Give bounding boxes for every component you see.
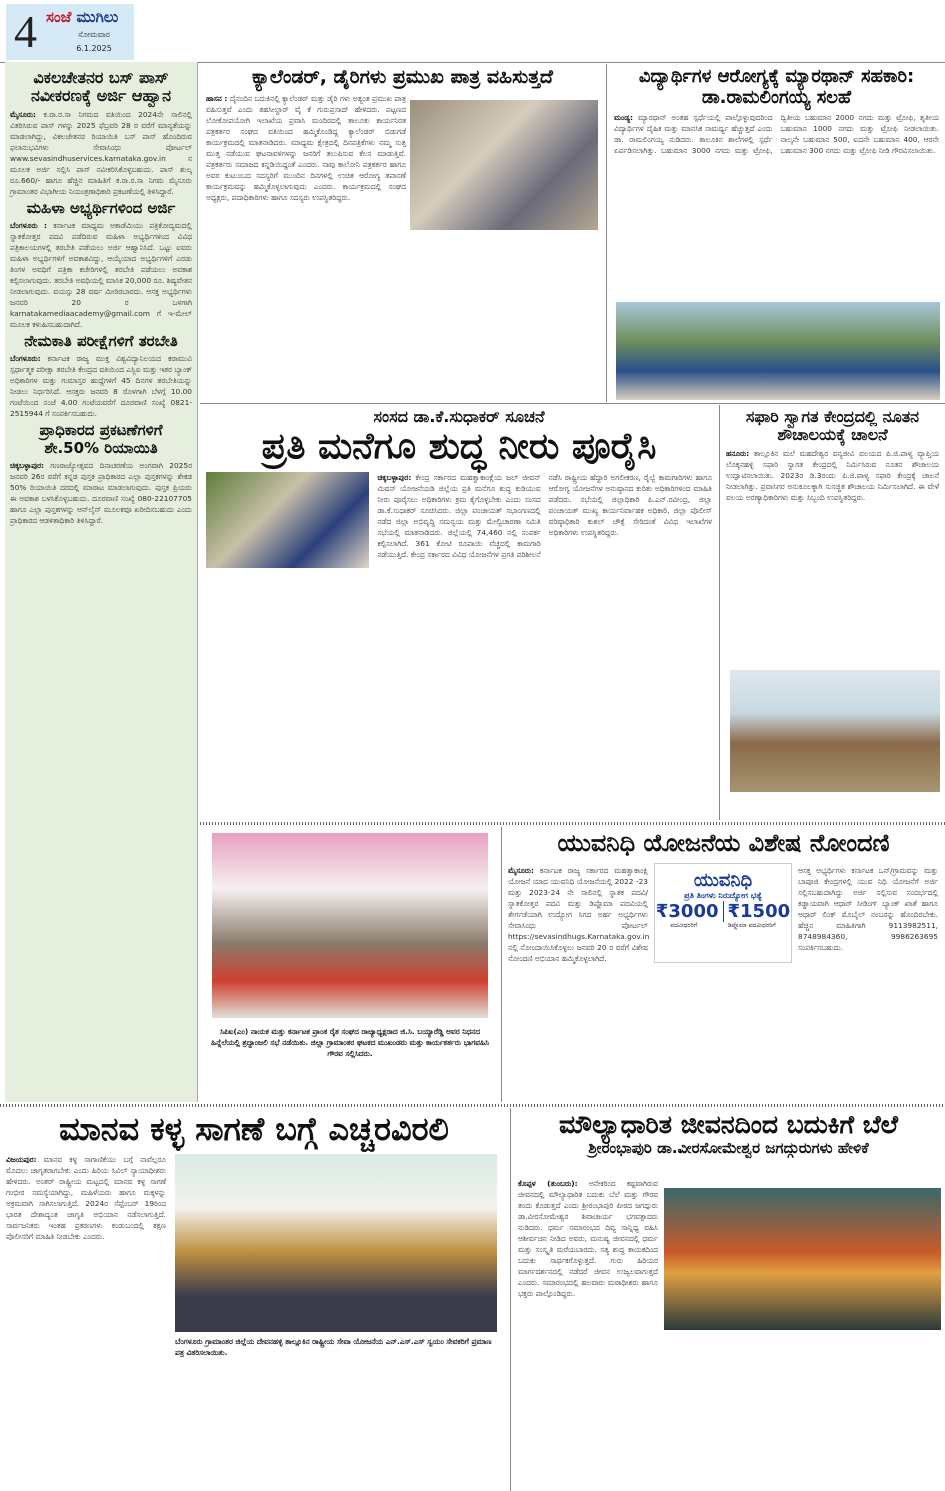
article-calendar: ಕ್ಯಾಲೆಂಡರ್, ಡೈರಿಗಳು ಪ್ರಮುಖ ಪಾತ್ರ ವಹಿಸುತ್ತದೆ ಹಾಸನ : ದೈನಂದಿನ ಬದುಕಿನಲ್ಲಿ ಕ್ಯಾಲೆಂಡರ್ ಮತ್ತು ಡೈರಿ ಗಳು ಅತ್ಯಂತ ಪ್ರಮುಖ ಪಾತ್ರ ವಹಿಸುತ್ತವೆ ಎಂದು ತಹಸೀಲ್ದಾರ್ ವೈ ಕೆ ಗುರುಪ್ರಸಾದ್ ಹೇಳಿದರು. ಪಟ್ಟಣದ ಲೋಕೋಪಯೋಗಿ ಇಲಾಖೆಯ ಪ್ರವಾಸಿ ಮಂದಿರದಲ್ಲಿ ತಾಲೂಕು ಕಾರ್ಯನಿರತ ಪತ್ರಕರ್ತರ ಸಂಘದ ವತಿಯಿಂದ ಹಮ್ಮಿಕೊಂಡಿದ್ದ ಕ್ಯಾಲೆಂಡರ್ ಬಿಡುಗಡೆ ಕಾರ್ಯಕ್ರಮದಲ್ಲಿ ಮಾತನಾಡಿದರು. ಮಾಧ್ಯಮ ಕ್ಷೇತ್ರದಲ್ಲಿ ದಿನಪತ್ರಿಕೆಗಳು ನಮ್ಮ ಸುತ್ತ ಮುತ್ತ ನಡೆಯುವ ಘಟನಾವಳಿಗಳನ್ನು ಜನರಿಗೆ ತಲುಪಿಸುವ ಕೆಲಸ ಮಾಡುತ್ತಿವೆ. ಪತ್ರಕರ್ತರು ಸಮಾಜದ ಕನ್ನಡಿಯಿದ್ದಂತೆ ಎಂದರು. ನಾವು ಕಾಲೋನಿ ಪತ್ರಕರ್ತರ ಹಾಗೂ ಅವರ ಕುಟುಂಬದ ಸದಸ್ಯರಿಗೆ ಮುಂದಿನ ದಿನಗಳಲ್ಲಿ ಉಚಿತ ಆರೋಗ್ಯ ತಪಾಸಣೆ ಕಾರ್ಯಕ್ರಮವನ್ನು ಹಮ್ಮಿಕೊಳ್ಳಲಾಗುವುದು ಎಂದರು. ಕಾರ್ಯಕ್ರಮದಲ್ಲಿ ಸಂಘದ ಅಧ್ಯಕ್ಷರು, ಪದಾಧಿಕಾರಿಗಳು ಹಾಗೂ ಸದಸ್ಯರು ಉಪಸ್ಥಿತರಿದ್ದರು. [200, 64, 605, 402]
photo-tribute-meeting [212, 833, 488, 1018]
photo-marathon-winners [616, 302, 940, 400]
article-bus-pass: ವಿಕಲಚೇತನರ ಬಸ್ ಪಾಸ್ ನವೀಕರಣಕ್ಕೆ ಅರ್ಜಿ ಆಹ್ವಾನ ಮೈಸೂರು: ಕ.ರಾ.ರ.ಸಾ ನಿಗಮದ ವತಿಯಿಂದ 2024ನೇ ಸಾಲಿನಲ್ಲಿ ವಿತರಿಸಿರುವ ಪಾಸ್ ಗಳನ್ನು 2025 ಫೆಬ್ರವರಿ 28 ರ ವರೆಗೆ ಮಾನ್ಯತೆಯನ್ನು ಮಾಡಲಾಗಿದ್ದು, ವಿಕಲಚೇತನರ ರಿಯಾಯಿತಿ ಬಸ್ ಪಾಸ್ ಹೊಂದಿರುವ ಫಲಾನುಭವಿಗಳು ಸೇವಾಸಿಂಧು ಪೋರ್ಟಲ್ www.sevasindhuservices.karnataka.gov.in ನ ಮೂಲಕ ಅರ್ಜಿ ಸಲ್ಲಿಸಿ ಪಾಸ್ ನವೀಕರಿಸಿಕೊಳ್ಳಬಹುದು. ಪಾಸ್ ಶುಲ್ಕ ರೂ.660/- ಹಾಗೂ ಹೆಚ್ಚಿನ ಮಾಹಿತಿಗೆ ಕ.ರಾ.ರ.ಸಾ ನಿಗಮ ಮೈಸೂರು ಗ್ರಾಮಾಂತರ ವಿಭಾಗೀಯ ನಿಯಂತ್ರಣಾಧಿಕಾರಿ ಪ್ರಕಟಣೆಯಲ್ಲಿ ತಿಳಿಸಿದ್ದಾರೆ. [10, 68, 192, 196]
date: 6.1.2025 [76, 44, 112, 53]
left-column [5, 62, 198, 1102]
photo-mp-meeting [206, 472, 369, 568]
article-safari-toilet: ಸಫಾರಿ ಸ್ವಾಗತ ಕೇಂದ್ರದಲ್ಲಿ ನೂತನ ಶೌಚಾಲಯಕ್ಕೆ ಚಾಲನೆ ಹನೂರು: ತಾಲ್ಲೂಕಿನ ಮಲೆ ಮಹದೇಶ್ವರ ವನ್ಯಜೀವಿ ವಲಯದ ಪಿ.ಜಿ.ಪಾಳ್ಯ ವ್ಯಾಪ್ತಿಯ ಲೊಕ್ಕನಹಳ್ಳಿ ಸಫಾರಿ ಸ್ವಾಗತ ಕೇಂದ್ರದಲ್ಲಿ ನಿರ್ಮಿಸಿರುವ ನೂತನ ಶೌಚಾಲಯ ಉದ್ಘಾಟಿಸಲಾಯಿತು. 2023ರ ಡಿ.3ರಂದು ಪಿ.ಜಿ.ಪಾಳ್ಯ ಸಫಾರಿ ಕೇಂದ್ರಕ್ಕೆ ಚಾಲನೆ ನೀಡಲಾಗಿತ್ತು. ಪ್ರವಾಸಿಗರ ಅನುಕೂಲಕ್ಕಾಗಿ ಸುಸಜ್ಜಿತ ಶೌಚಾಲಯ ನಿರ್ಮಿಸಲಾಗಿದೆ. ಈ ವೇಳೆ ವಲಯ ಅರಣ್ಯಾಧಿಕಾರಿಗಳು ಮತ್ತು ಸಿಬ್ಬಂದಿ ಉಪಸ್ಥಿತರಿದ್ದರು. [720, 405, 945, 820]
photo-toilet-building [730, 670, 940, 792]
newspaper-logo: ಸಂಜೆ ಮುಗಿಲು [46, 8, 119, 26]
photo-nss-felicitation [175, 1154, 497, 1332]
article-value-based-life: ಮೌಲ್ಯಾಧಾರಿತ ಜೀವನದಿಂದ ಬದುಕಿಗೆ ಬೆಲೆ ಶ್ರೀರಂಭಾಪುರಿ ಡಾ.ವೀರಸೋಮೇಶ್ವರ ಜಗದ್ಗುರುಗಳು ಹೇಳಿಕೆ ಕೊಪ್ಪಳ (ತುಂಬರು): ಅನೇಕರಿಂದ ಕಷ್ಟವಾಗಿರುವ ಜೀವನದಲ್ಲಿ ಮೌಲ್ಯಾಧಾರಿತ ಬದುಕು ಬೆಲೆ ಮತ್ತು ಗೌರವ ತಂದು ಕೊಡುತ್ತದೆ ಎಂದು ಶ್ರೀರಂಭಾಪುರಿ ಪೀಠದ ಜಗದ್ಗುರು ಡಾ.ವೀರಸೋಮೇಶ್ವರ ಶಿವಾಚಾರ್ಯ ಭಗವತ್ಪಾದರು ನುಡಿದರು. ಧರ್ಮ ಸಮಾರಂಭದ ದಿವ್ಯ ಸಾನ್ನಿಧ್ಯ ವಹಿಸಿ ಆಶೀರ್ವಚನ ನೀಡಿದ ಅವರು, ಮನುಷ್ಯ ಜೀವನದಲ್ಲಿ ಧರ್ಮ ಮತ್ತು ಸಂಸ್ಕೃತಿ ಮರೆಯಬಾರದು. ಸತ್ಯ ಶುದ್ಧ ಕಾಯಕದಿಂದ ಬದುಕು ಸಾರ್ಥಕಗೊಳ್ಳುತ್ತದೆ. ಗುರು ಹಿರಿಯರ ಮಾರ್ಗದರ್ಶನದಲ್ಲಿ ನಡೆದರೆ ಜೀವನ ಉಜ್ವಲವಾಗುತ್ತದೆ ಎಂದರು. ಸಮಾರಂಭದಲ್ಲಿ ಹಲವಾರು ಮಠಾಧೀಶರು ಹಾಗೂ ಭಕ್ತರು ಪಾಲ್ಗೊಂಡಿದ್ದರು. [512, 1108, 945, 1491]
photo-calendar-release [410, 100, 598, 230]
day: ಸೋಮವಾರ [78, 30, 110, 39]
photo-swamiji-ceremony [664, 1188, 941, 1330]
article-yuvanidhi: ಯುವನಿಧಿ ಯೋಜನೆಯ ವಿಶೇಷ ನೋಂದಣಿ ಮೈಸೂರು: ಕರ್ನಾಟಕ ರಾಜ್ಯ ಸರ್ಕಾರದ ಮಹತ್ವಾಕಾಂಕ್ಷಿ ಯೋಜನೆ ಯಾದ ಯುವನಿಧಿ ಯೋಜನೆಯಲ್ಲಿ 2022 -23 ಮತ್ತು 2023-24 ನೇ ಸಾಲಿನಲ್ಲಿ ಸ್ನಾತಕ ಪದವಿ/ಸ್ನಾತಕೋತ್ತರ ಪದವಿ ಮತ್ತು ಡಿಪ್ಲೊಮಾ ಪದವಿಯಲ್ಲಿ ತೇರ್ಗಡೆಯಾಗಿ ಉದ್ಯೋಗ ಸಿಗದ ಅರ್ಹ ಅಭ್ಯರ್ಥಿಗಳು ಸೇವಾಸಿಂಧು ಪೋರ್ಟಲ್ https://sevasindhugs.Karnataka.gov.in ನಲ್ಲಿ ನೋಂದಾಯಿಸಿಕೊಳ್ಳಲು ಜನವರಿ 20 ರ ವರೆಗೆ ವಿಶೇಷ ನೋಂದಣಿ ಅಭಿಯಾನ ಹಮ್ಮಿಕೊಳ್ಳಲಾಗಿದೆ. ಯುವನಿಧಿ ಪ್ರತಿ ತಿಂಗಳು ನಿರುದ್ಯೋಗ ಭತ್ಯೆ ₹3000 ₹1500 ಪದವೀಧರರಿಗೆ ಡಿಪ್ಲೊಮಾ ಪದವೀಧರರಿಗೆ ಆಸಕ್ತ ಅಭ್ಯರ್ಥಿಗಳು ಕರ್ನಾಟಕ ಒನ್/ಗ್ರಾಮವನ್ನು ಮತ್ತು ಬಾಪೂಜಿ ಕೇಂದ್ರಗಳಲ್ಲಿ ಯುವ ನಿಧಿ ಯೋಜನೆಗೆ ಅರ್ಜಿ ಸಲ್ಲಿಸಬಹುದಾಗಿದ್ದು ಅರ್ಜಿ ಸಲ್ಲಿಸುವ ಸಂದರ್ಭದಲ್ಲಿ ಕಡ್ಡಾಯವಾಗಿ ಆಧಾರ್ ಸೀಡಿಂಗ್ ಬ್ಯಾಂಕ್ ಖಾತೆ ಹಾಗೂ ಆಧಾರ್ ಲಿಂಕ್ ಮೊಬೈಲ್ ನಂಬರನ್ನು ಹೊಂದಿರಬೇಕು. ಹೆಚ್ಚಿನ ಮಾಹಿತಿಗಾಗಿ 9113982511, 8748984360, 9986263695 ಸಂಪರ್ಕಿಸಬಹುದು. [508, 829, 938, 963]
article-water-supply: ಸಂಸದ ಡಾ.ಕೆ.ಸುಧಾಕರ್ ಸೂಚನೆ ಪ್ರತಿ ಮನೆಗೂ ಶುದ್ಧ ನೀರು ಪೂರೈಸಿ ಚಿಕ್ಕಬಳ್ಳಾಪುರ: ಕೇಂದ್ರ ಸರ್ಕಾರದ ಮಹತ್ವಾಕಾಂಕ್ಷೆಯ ಜಲ್ ಜೀವನ್ ಮಿಷನ್ ಯೋಜನೆಯಡಿ ಜಿಲ್ಲೆಯ ಪ್ರತಿ ಮನೆಗೂ ಶುದ್ಧ ಕುಡಿಯುವ ನೀರು ಪೂರೈಸಲು ಅಧಿಕಾರಿಗಳು ಕ್ರಮ ಕೈಗೊಳ್ಳಬೇಕು ಎಂದು ಸಂಸದ ಡಾ.ಕೆ.ಸುಧಾಕರ್ ಸೂಚಿಸಿದರು. ಜಿಲ್ಲಾ ಪಂಚಾಯತ್ ಸಭಾಂಗಣದಲ್ಲಿ ನಡೆದ ಜಿಲ್ಲಾ ಅಭಿವೃದ್ಧಿ ಸಮನ್ವಯ ಮತ್ತು ಮೇಲ್ವಿಚಾರಣಾ ಸಮಿತಿ ಸಭೆಯಲ್ಲಿ ಮಾತನಾಡಿದರು. ಜಿಲ್ಲೆಯಲ್ಲಿ 74,460 ನಲ್ಲಿ ಸಂಪರ್ಕ ಕಲ್ಪಿಸಲಾಗಿದೆ. 361 ಕೋಟಿ ರೂಪಾಯಿ ವೆಚ್ಚದಲ್ಲಿ ಕಾಮಗಾರಿ ನಡೆಯುತ್ತಿದೆ. ಕೇಂದ್ರ ಸರ್ಕಾರದ ವಿವಿಧ ಯೋಜನೆಗಳ ಪ್ರಗತಿ ಪರಿಶೀಲನೆ ನಡೆಸಿ ರಾಷ್ಟ್ರೀಯ ಹೆದ್ದಾರಿ ಅಗಲೀಕರಣ, ರೈಲ್ವೆ ಕಾಮಗಾರಿಗಳು ಹಾಗೂ ಆರೋಗ್ಯ ಯೋಜನೆಗಳ ಅನುಷ್ಠಾನದ ಕುರಿತು ಅಧಿಕಾರಿಗಳಿಂದ ಮಾಹಿತಿ ಪಡೆದರು. ಸಭೆಯಲ್ಲಿ ಜಿಲ್ಲಾಧಿಕಾರಿ ಪಿ.ಎನ್.ರವೀಂದ್ರ, ಜಿಲ್ಲಾ ಪಂಚಾಯತ್ ಮುಖ್ಯ ಕಾರ್ಯನಿರ್ವಾಹಕ ಅಧಿಕಾರಿ, ಜಿಲ್ಲಾ ಪೊಲೀಸ್ ವರಿಷ್ಠಾಧಿಕಾರಿ ಕುಶಲ್ ಚೌಕ್ಸೆ ಸೇರಿದಂತೆ ವಿವಿಧ ಇಲಾಖೆಗಳ ಅಧಿಕಾರಿಗಳು ಉಪಸ್ಥಿತರಿದ್ದರು. [200, 405, 718, 820]
amount-diploma: ₹1500 [727, 901, 791, 922]
yuvanidhi-ad: ಯುವನಿಧಿ ಪ್ರತಿ ತಿಂಗಳು ನಿರುದ್ಯೋಗ ಭತ್ಯೆ ₹3000 ₹1500 ಪದವೀಧರರಿಗೆ ಡಿಪ್ಲೊಮಾ ಪದವೀಧರರಿಗೆ [654, 863, 792, 963]
masthead [6, 4, 134, 60]
article-book-discount: ಪ್ರಾಧಿಕಾರದ ಪ್ರಕಟಣೆಗಳಿಗೆ ಶೇ.50% ರಿಯಾಯಿತಿ ಚಿಕ್ಕಬಳ್ಳಾಪುರ: ಗಣರಾಜ್ಯೋತ್ಸವದ ದಿನಾಚರಣೆಯ ಅಂಗವಾಗಿ 2025ರ ಜನವರಿ 26ರ ವರೆಗೆ ಕನ್ನಡ ಪುಸ್ತಕ ಪ್ರಾಧಿಕಾರದ ಎಲ್ಲಾ ಪುಸ್ತಕಗಳನ್ನು ಶೇಕಡ 50% ರಿಯಾಯಿತಿ ದರದಲ್ಲಿ ಮಾರಾಟ ಮಾಡಲಾಗುವುದು. ಪುಸ್ತಕ ಪ್ರಿಯರು ಈ ಅವಕಾಶ ಬಳಸಿಕೊಳ್ಳಬಹುದು. ದೂರವಾಣಿ ಸಂಖ್ಯೆ 080-22107705 ಹಾಗೂ ಎಲ್ಲಾ ಪುಸ್ತಕಗಳನ್ನು ಆನ್‌ಲೈನ್ ಮೂಲಕವೂ ಖರೀದಿಸಬಹುದು ಎಂದು ಪ್ರಾಧಿಕಾರದ ಆಡಳಿತಾಧಿಕಾರಿ ತಿಳಿಸಿದ್ದಾರೆ. [10, 421, 192, 525]
page-number: 4 [14, 6, 37, 57]
photo-story-tribute: ಸಿಪಿಐ(ಎಂ) ನಾಯಕ ಮತ್ತು ಕರ್ನಾಟಕ ಪ್ರಾಂತ ರೈತ ಸಂಘದ ರಾಜ್ಯಾಧ್ಯಕ್ಷರಾದ ಜಿ.ಸಿ. ಬಯ್ಯಾರೆಡ್ಡಿ ಅವರ ನಿಧನದ ಹಿನ್ನೆಲೆಯಲ್ಲಿ ಶ್ರದ್ಧಾಂಜಲಿ ಸಭೆ ನಡೆಯಿತು. ಜಿಲ್ಲಾ ಗ್ರಾಮಾಂತರ ಘಟಕದ ಮುಖಂಡರು ಮತ್ತು ಕಾರ್ಯಕರ್ತರು ಭಾಗವಹಿಸಿ ಗೌರವ ಸಲ್ಲಿಸಿದರು. [200, 827, 500, 1102]
amount-graduates: ₹3000 [655, 901, 719, 922]
article-human-trafficking: ಮಾನವ ಕಳ್ಳ ಸಾಗಣೆ ಬಗ್ಗೆ ಎಚ್ಚರವಿರಲಿ ವಿಜಯಪುರ: ಮಾನವ ಕಳ್ಳ ಸಾಗಾಣಿಕೆಯು ಬಗ್ಗೆ ನಾವೆಲ್ಲರೂ ಮೊದಲು ಜಾಗೃತರಾಗಬೇಕು ಎಂದು ಹಿರಿಯ ಸಿವಿಲ್ ನ್ಯಾಯಾಧೀಶರು ಹೇಳಿದರು. ಅಂತರ್ ರಾಷ್ಟ್ರೀಯ ಮಟ್ಟದಲ್ಲಿ ಮಾನವ ಕಳ್ಳ ಸಾಗಣೆ ಗಂಭೀರ ಸಮಸ್ಯೆಯಾಗಿದ್ದು, ಮಹಿಳೆಯರು ಹಾಗೂ ಮಕ್ಕಳನ್ನು ಅಕ್ರಮವಾಗಿ ಸಾಗಿಸಲಾಗುತ್ತಿದೆ. 2024ರ ಸೆಪ್ಟೆಂಬರ್ 19ರಿಂದ ಭಾರತ ದೇಶಾದ್ಯಂತ ಜಾಗೃತಿ ಅಭಿಯಾನ ನಡೆಸಲಾಗುತ್ತಿದೆ. ಸಾರ್ವಜನಿಕರು ಇಂತಹ ಪ್ರಕರಣಗಳು ಕಂಡುಬಂದಲ್ಲಿ ತಕ್ಷಣ ಪೊಲೀಸರಿಗೆ ಮಾಹಿತಿ ನೀಡಬೇಕು ಎಂದರು. ಬೆಂಗಳೂರು ಗ್ರಾಮಾಂತರ ಜಿಲ್ಲೆಯ ದೇವನಹಳ್ಳಿ ತಾಲ್ಲೂಕಿನ ರಾಷ್ಟ್ರೀಯ ಸೇವಾ ಯೋಜನೆಯ ಎನ್.ಎಸ್.ಎಸ್ ಸ್ವಯಂ ಸೇವಕರಿಗೆ ಪ್ರಮಾಣ ಪತ್ರ ವಿತರಿಸಲಾಯಿತು. [0, 1108, 508, 1491]
yuvanidhi-logo: ಯುವನಿಧಿ [693, 870, 753, 891]
article-recruitment-training: ನೇಮಕಾತಿ ಪರೀಕ್ಷೆಗಳಿಗೆ ತರಬೇತಿ ಬೆಂಗಳೂರು: ಕರ್ನಾಟಕ ರಾಜ್ಯ ಮುಕ್ತ ವಿಶ್ವವಿದ್ಯಾನಿಲಯದ ಕರಾಮುವಿ ಸ್ಪರ್ಧಾತ್ಮಕ ಪರೀಕ್ಷಾ ತರಬೇತಿ ಕೇಂದ್ರದ ವತಿಯಿಂದ ಎಸ್ಬಿಐ ಮತ್ತು ಇತರ ಬ್ಯಾಂಕ್ ಅಧಿಕಾರಿಗಳ ಮತ್ತು ಗುಮಾಸ್ತರ ಹುದ್ದೆಗಳಿಗೆ 45 ದಿನಗಳ ತರಬೇತಿಯನ್ನು ನೀಡಲು ನಿರ್ಧರಿಸಿದೆ. ಆಸಕ್ತರು ಜನವರಿ 8 ರೊಳಗಾಗಿ ಬೆಳಗ್ಗೆ 10.00 ಗಂಟೆಯಿಂದ ಸಂಜೆ 4.00 ಗಂಟೆಯವರೆಗೆ ದೂರವಾಣಿ ಸಂಖ್ಯೆ 0821-2515944 ಗೆ ಸಂಪರ್ಕಿಸಬಹುದು. [10, 332, 192, 419]
article-marathon: ವಿದ್ಯಾರ್ಥಿಗಳ ಆರೋಗ್ಯಕ್ಕೆ ಮ್ಯಾರಥಾನ್ ಸಹಕಾರಿ: ಡಾ.ರಾಮಲಿಂಗಯ್ಯ ಸಲಹೆ ಮಂಡ್ಯ: ಮ್ಯಾರಥಾನ್ ಅಂತಹ ಸ್ಪರ್ಧೆಯಲ್ಲಿ ಪಾಲ್ಗೊಳ್ಳುವುದರಿಂದ ವಿದ್ಯಾರ್ಥಿಗಳ ದೈಹಿಕ ಮತ್ತು ಮಾನಸಿಕ ಸಾಮರ್ಥ್ಯ ಹೆಚ್ಚುತ್ತದೆ ಎಂದು ಡಾ. ರಾಮಲಿಂಗಯ್ಯ ನುಡಿದರು. ತಾಲೂಕಿನ ಶಾಲೆಗಳಲ್ಲಿ ಸ್ಪರ್ಧೆ ಏರ್ಪಡಿಸಲಾಗಿತ್ತು. ಬಹುಮಾನ 3000 ನಗದು ಮತ್ತು ಟ್ರೋಫಿ, ದ್ವಿತೀಯ ಬಹುಮಾನ 2000 ನಗದು ಮತ್ತು ಟ್ರೋಫಿ, ತೃತೀಯ ಬಹುಮಾನ 1000 ನಗದು ಮತ್ತು ಟ್ರೋಫಿ ನೀಡಲಾಯಿತು. ನಾಲ್ಕನೇ ಬಹುಮಾನ 500, ಐದನೇ ಬಹುಮಾನ 400, ಆರನೇ ಬಹುಮಾನ 300 ನಗದು ಮತ್ತು ಟ್ರೋಫಿ ನೀಡಿ ಗೌರವಿಸಲಾಯಿತು. [608, 64, 945, 402]
article-women-applicants: ಮಹಿಳಾ ಅಭ್ಯರ್ಥಿಗಳಿಂದ ಅರ್ಜಿ ಬೆಂಗಳೂರು : ಕರ್ನಾಟಕ ಮಾಧ್ಯಮ ಅಕಾಡೆಮಿಯು ಪತ್ರಿಕೋದ್ಯಮದಲ್ಲಿ ಸ್ನಾತಕೋತ್ತರ ಪದವಿ ಪಡೆದಿರುವ ಮಹಿಳಾ ಅಭ್ಯರ್ಥಿಗಳಿಂದ ವಿವಿಧ ಪತ್ರಿಕಾಲಯಗಳಲ್ಲಿ ತರಬೇತಿ ಪಡೆಯಲು ಅರ್ಜಿ ಆಹ್ವಾನಿಸಿದೆ. ಒಟ್ಟು ಐವರು ಮಹಿಳಾ ಅಭ್ಯರ್ಥಿಗಳಿಗೆ ಅವಕಾಶವಿದ್ದು, ಆಯ್ಕೆಯಾದ ಅಭ್ಯರ್ಥಿಗಳಿಗೆ ಎರಡು ತಿಂಗಳ ಅವಧಿಗೆ ಪತ್ರಿಕಾ ಕಚೇರಿಗಳಲ್ಲಿ ತರಬೇತಿ ಪಡೆಯಲು ಅವಕಾಶ ಕಲ್ಪಿಸಲಾಗುವುದು. ತರಬೇತಿ ಅವಧಿಯಲ್ಲಿ ಮಾಸಿಕ 20,000 ರೂ. ಶಿಷ್ಯವೇತನ ನೀಡಲಾಗುವುದು. ವಯಸ್ಸು 28 ವರ್ಷ ಮೀರಿರಬಾರದು. ಆಸಕ್ತ ಅಭ್ಯರ್ಥಿಗಳು ಜನವರಿ 20 ರ ಒಳಗಾಗಿ karnatakamediaacademy@gmail.com ಗೆ ಇ-ಮೇಲ್ ಮೂಲಕ ಕಳುಹಿಸಬಹುದಾಗಿದೆ. [10, 198, 192, 330]
